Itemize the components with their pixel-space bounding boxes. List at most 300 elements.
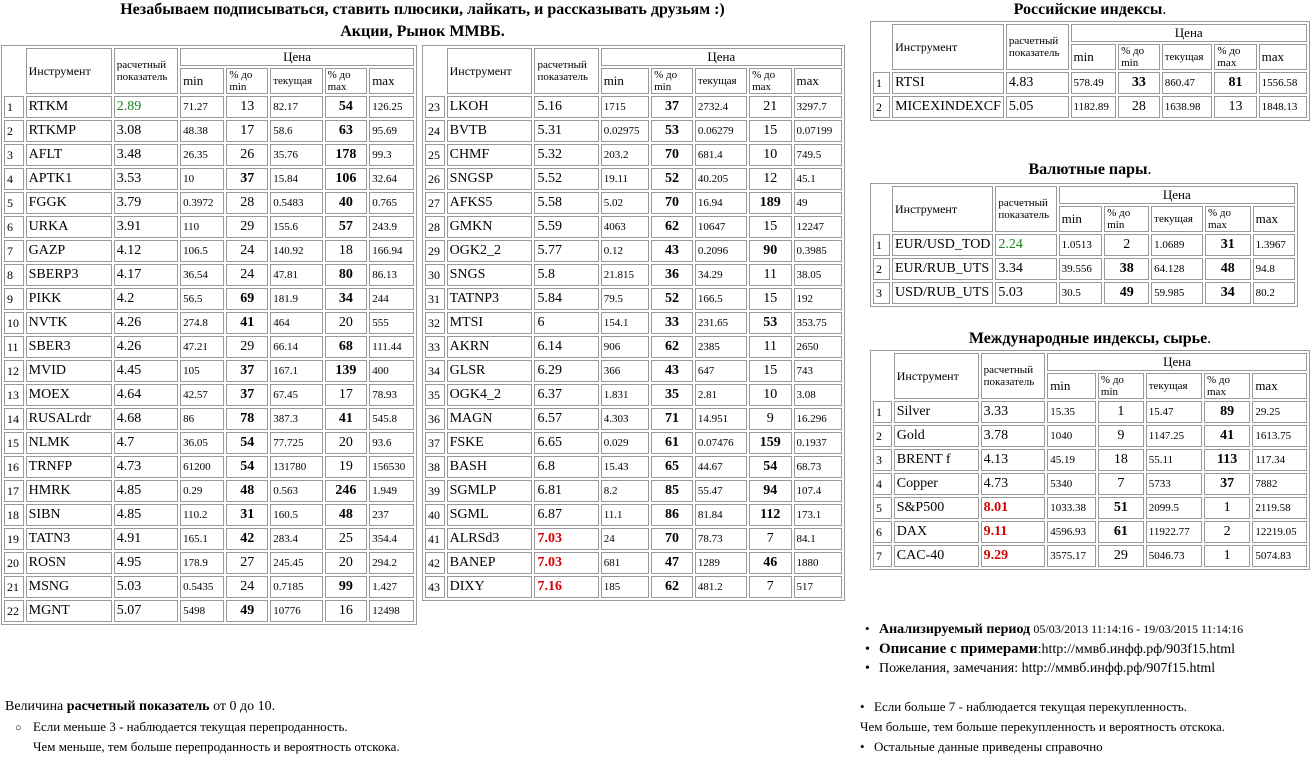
row-number: 3 [873, 449, 892, 471]
min-value: 15.43 [601, 456, 649, 478]
calc-value: 4.73 [114, 456, 178, 478]
instrument-name: NVTK [26, 312, 112, 334]
col-price: Цена [1059, 186, 1295, 204]
calc-value: 2.89 [114, 96, 178, 118]
table-row [425, 432, 842, 454]
instrument-name: SBERP3 [26, 264, 112, 286]
pct-to-min: 53 [651, 120, 693, 142]
current-value: 231.65 [695, 312, 747, 334]
note-overbought: • Если больше 7 - наблюдается текущая перекупленность. [860, 699, 1187, 715]
row-number: 21 [4, 576, 24, 598]
pct-to-min: 43 [651, 360, 693, 382]
pct-to-min: 49 [226, 600, 268, 622]
col-price: Цена [1047, 353, 1307, 371]
min-value: 0.3972 [180, 192, 224, 214]
pct-to-min: 52 [651, 288, 693, 310]
pct-to-min: 24 [226, 576, 268, 598]
instrument-name: FGGK [26, 192, 112, 214]
calc-value: 5.77 [534, 240, 598, 262]
table-row [425, 456, 842, 478]
calc-value: 5.07 [114, 600, 178, 622]
table-row [873, 545, 1307, 567]
row-number: 25 [425, 144, 445, 166]
min-value: 5498 [180, 600, 224, 622]
note-reference: • Остальные данные приведены справочно [860, 739, 1103, 755]
current-value: 166.5 [695, 288, 747, 310]
instrument-name: DIXY [447, 576, 533, 598]
max-value: 400 [369, 360, 414, 382]
pct-to-max: 37 [1204, 473, 1250, 495]
max-value: 3.08 [794, 384, 843, 406]
current-value: 160.5 [270, 504, 322, 526]
pct-to-max: 19 [325, 456, 368, 478]
min-value: 1040 [1047, 425, 1096, 447]
table-row [425, 504, 842, 526]
max-value: 0.3985 [794, 240, 843, 262]
max-value: 95.69 [369, 120, 414, 142]
row-number: 2 [873, 425, 892, 447]
table-row [425, 168, 842, 190]
min-value: 105 [180, 360, 224, 382]
current-value: 0.07476 [695, 432, 747, 454]
pct-to-max: 48 [1205, 258, 1251, 280]
max-value: 5074.83 [1252, 545, 1307, 567]
max-value: 12219.05 [1252, 521, 1307, 543]
col-pct-min: % до min [651, 68, 693, 94]
instrument-name: S&P500 [894, 497, 979, 519]
instrument-name: SIBN [26, 504, 112, 526]
current-value: 481.2 [695, 576, 747, 598]
current-value: 181.9 [270, 288, 322, 310]
max-value: 12498 [369, 600, 414, 622]
pct-to-max: 10 [749, 384, 791, 406]
instrument-name: CAC-40 [894, 545, 979, 567]
current-value: 0.7185 [270, 576, 322, 598]
pct-to-max: 99 [325, 576, 368, 598]
calc-value: 6.37 [534, 384, 598, 406]
instrument-name: RUSALrdr [26, 408, 112, 430]
max-value: 166.94 [369, 240, 414, 262]
min-value: 1.831 [601, 384, 649, 406]
row-number: 3 [873, 282, 890, 304]
section-title-stocks: Акции, Рынок ММВБ. [340, 23, 505, 40]
pct-to-min: 47 [651, 552, 693, 574]
row-number: 11 [4, 336, 24, 358]
max-value: 1556.58 [1259, 72, 1307, 94]
pct-to-min: 27 [226, 552, 268, 574]
calc-value: 5.8 [534, 264, 598, 286]
table-row [4, 600, 414, 622]
min-value: 110.2 [180, 504, 224, 526]
instrument-name: SGMLP [447, 480, 533, 502]
info-wishes: • Пожелания, замечания: http://ммвб.инфф.рф/907f15.html [865, 661, 1215, 677]
pct-to-max: 20 [325, 552, 368, 574]
pct-to-max: 139 [325, 360, 368, 382]
col-pct-min: % до min [1104, 206, 1149, 232]
min-value: 4.303 [601, 408, 649, 430]
row-number: 30 [425, 264, 445, 286]
col-min: min [180, 68, 224, 94]
pct-to-min: 7 [1098, 473, 1144, 495]
pct-to-max: 90 [749, 240, 791, 262]
calc-value: 5.03 [995, 282, 1056, 304]
row-number: 31 [425, 288, 445, 310]
calc-value: 4.83 [1006, 72, 1069, 94]
max-value: 0.07199 [794, 120, 843, 142]
calc-value: 6.57 [534, 408, 598, 430]
min-value: 24 [601, 528, 649, 550]
max-value: 237 [369, 504, 414, 526]
pct-to-min: 54 [226, 456, 268, 478]
max-value: 111.44 [369, 336, 414, 358]
col-pct-max: % до max [325, 68, 368, 94]
instrument-name: AFLT [26, 144, 112, 166]
note-overbought-detail: Чем больше, тем больше перекупленность и вероятность отскока. [860, 719, 1225, 734]
pct-to-max: 16 [325, 600, 368, 622]
pct-to-max: 10 [749, 144, 791, 166]
pct-to-min: 51 [1098, 497, 1144, 519]
table-row [4, 168, 414, 190]
max-value: 86.13 [369, 264, 414, 286]
min-value: 26.35 [180, 144, 224, 166]
instrument-name: LKOH [447, 96, 533, 118]
col-max: max [1252, 373, 1307, 399]
pct-to-max: 81 [1214, 72, 1256, 94]
min-value: 0.02975 [601, 120, 649, 142]
instrument-name: TRNFP [26, 456, 112, 478]
current-value: 5733 [1146, 473, 1202, 495]
calc-value: 4.73 [981, 473, 1046, 495]
instrument-name: URKA [26, 216, 112, 238]
calc-value: 5.59 [534, 216, 598, 238]
max-value: 16.296 [794, 408, 843, 430]
instrument-name: AKRN [447, 336, 533, 358]
min-value: 0.29 [180, 480, 224, 502]
min-value: 56.5 [180, 288, 224, 310]
row-number: 9 [4, 288, 24, 310]
calc-value: 4.13 [981, 449, 1046, 471]
min-value: 185 [601, 576, 649, 598]
calc-value: 5.58 [534, 192, 598, 214]
current-value: 59.985 [1151, 282, 1203, 304]
row-number: 24 [425, 120, 445, 142]
table-row [873, 425, 1307, 447]
table-row [4, 192, 414, 214]
calc-value: 3.79 [114, 192, 178, 214]
instrument-name: GAZP [26, 240, 112, 262]
pct-to-min: 54 [226, 432, 268, 454]
max-value: 0.1937 [794, 432, 843, 454]
max-value: 1.949 [369, 480, 414, 502]
row-number: 19 [4, 528, 24, 550]
instrument-name: EUR/USD_TOD [892, 234, 993, 256]
row-number: 5 [4, 192, 24, 214]
pct-to-min: 26 [226, 144, 268, 166]
instrument-name: Copper [894, 473, 979, 495]
pct-to-max: 40 [325, 192, 368, 214]
current-value: 1289 [695, 552, 747, 574]
calc-value: 7.03 [534, 528, 598, 550]
instrument-name: DAX [894, 521, 979, 543]
table-row [4, 480, 414, 502]
page-title: Незабываем подписываться, ставить плюсики, лайкать, и рассказывать друзьям :) [120, 1, 725, 18]
col-min: min [601, 68, 649, 94]
current-value: 10776 [270, 600, 322, 622]
table-row [425, 408, 842, 430]
pct-to-max: 68 [325, 336, 368, 358]
instrument-name: SNGS [447, 264, 533, 286]
pct-to-min: 28 [226, 192, 268, 214]
instrument-name: CHMF [447, 144, 533, 166]
instrument-name: ROSN [26, 552, 112, 574]
pct-to-min: 70 [651, 528, 693, 550]
table-row [425, 192, 842, 214]
min-value: 1.0513 [1059, 234, 1103, 256]
instrument-name: FSKE [447, 432, 533, 454]
row-number: 1 [873, 72, 890, 94]
pct-to-min: 28 [1118, 96, 1160, 118]
row-number: 20 [4, 552, 24, 574]
min-value: 61200 [180, 456, 224, 478]
col-current: текущая [1162, 44, 1213, 70]
pct-to-min: 9 [1098, 425, 1144, 447]
pct-to-min: 65 [651, 456, 693, 478]
max-value: 294.2 [369, 552, 414, 574]
current-value: 131780 [270, 456, 322, 478]
min-value: 154.1 [601, 312, 649, 334]
current-value: 0.2096 [695, 240, 747, 262]
calc-value: 6.87 [534, 504, 598, 526]
calc-value: 6.14 [534, 336, 598, 358]
min-value: 578.49 [1071, 72, 1117, 94]
row-number: 17 [4, 480, 24, 502]
min-value: 36.05 [180, 432, 224, 454]
row-number: 42 [425, 552, 445, 574]
max-value: 1880 [794, 552, 843, 574]
pct-to-max: 189 [749, 192, 791, 214]
pct-to-max: 89 [1204, 401, 1250, 423]
instrument-name: PIKK [26, 288, 112, 310]
row-number: 38 [425, 456, 445, 478]
current-value: 140.92 [270, 240, 322, 262]
calc-value: 4.2 [114, 288, 178, 310]
row-number: 6 [873, 521, 892, 543]
col-current: текущая [270, 68, 322, 94]
max-value: 1848.13 [1259, 96, 1307, 118]
table-row [425, 384, 842, 406]
max-value: 29.25 [1252, 401, 1307, 423]
pct-to-min: 2 [1104, 234, 1149, 256]
min-value: 8.2 [601, 480, 649, 502]
max-value: 1.3967 [1253, 234, 1295, 256]
row-number: 26 [425, 168, 445, 190]
instrument-name: MAGN [447, 408, 533, 430]
max-value: 45.1 [794, 168, 843, 190]
instrument-name: NLMK [26, 432, 112, 454]
instrument-name: TATNP3 [447, 288, 533, 310]
max-value: 93.6 [369, 432, 414, 454]
row-number: 1 [873, 401, 892, 423]
calc-value: 6.81 [534, 480, 598, 502]
col-max: max [794, 68, 843, 94]
calc-value: 5.03 [114, 576, 178, 598]
table-row [425, 576, 842, 598]
instrument-name: SGML [447, 504, 533, 526]
table-row [425, 120, 842, 142]
instrument-name: HMRK [26, 480, 112, 502]
info-period: • Анализируемый период 05/03/2013 11:14:16 - 19/03/2015 11:14:16 [865, 621, 1243, 638]
current-value: 66.14 [270, 336, 322, 358]
col-min: min [1047, 373, 1096, 399]
max-value: 78.93 [369, 384, 414, 406]
instrument-name: BRENT f [894, 449, 979, 471]
pct-to-min: 49 [1104, 282, 1149, 304]
row-number: 14 [4, 408, 24, 430]
instrument-name: MOEX [26, 384, 112, 406]
current-value: 245.45 [270, 552, 322, 574]
col-calc: расчетный показатель [995, 186, 1056, 232]
min-value: 1033.38 [1047, 497, 1096, 519]
current-value: 14.951 [695, 408, 747, 430]
current-value: 860.47 [1162, 72, 1213, 94]
pct-to-max: 48 [325, 504, 368, 526]
table-row [425, 336, 842, 358]
instrument-name: APTK1 [26, 168, 112, 190]
current-value: 77.725 [270, 432, 322, 454]
table-row [4, 432, 414, 454]
pct-to-max: 20 [325, 312, 368, 334]
calc-value: 3.34 [995, 258, 1056, 280]
pct-to-max: 9 [749, 408, 791, 430]
min-value: 71.27 [180, 96, 224, 118]
pct-to-max: 80 [325, 264, 368, 286]
calc-value: 5.32 [534, 144, 598, 166]
col-pct-min: % до min [1118, 44, 1160, 70]
row-number: 7 [873, 545, 892, 567]
row-number: 40 [425, 504, 445, 526]
col-price: Цена [1071, 24, 1308, 42]
col-current: текущая [1146, 373, 1202, 399]
min-value: 42.57 [180, 384, 224, 406]
pct-to-min: 13 [226, 96, 268, 118]
pct-to-max: 106 [325, 168, 368, 190]
pct-to-max: 246 [325, 480, 368, 502]
row-number: 3 [4, 144, 24, 166]
table-row [873, 234, 1295, 256]
calc-value: 8.01 [981, 497, 1046, 519]
pct-to-max: 41 [1204, 425, 1250, 447]
current-value: 67.45 [270, 384, 322, 406]
table-row [4, 144, 414, 166]
table-row [4, 456, 414, 478]
current-value: 64.128 [1151, 258, 1203, 280]
min-value: 110 [180, 216, 224, 238]
table-row [873, 473, 1307, 495]
pct-to-min: 1 [1098, 401, 1144, 423]
current-value: 55.47 [695, 480, 747, 502]
col-min: min [1071, 44, 1117, 70]
calc-value: 4.68 [114, 408, 178, 430]
row-number: 36 [425, 408, 445, 430]
row-number: 15 [4, 432, 24, 454]
min-value: 274.8 [180, 312, 224, 334]
min-value: 0.029 [601, 432, 649, 454]
table-row [4, 120, 414, 142]
calc-value: 4.95 [114, 552, 178, 574]
pct-to-max: 18 [325, 240, 368, 262]
russian-indices-table [870, 21, 1310, 121]
max-value: 353.75 [794, 312, 843, 334]
instrument-name: MSNG [26, 576, 112, 598]
table-row [425, 264, 842, 286]
max-value: 545.8 [369, 408, 414, 430]
table-row [4, 336, 414, 358]
min-value: 36.54 [180, 264, 224, 286]
current-value: 15.84 [270, 168, 322, 190]
pct-to-min: 17 [226, 120, 268, 142]
row-number: 8 [4, 264, 24, 286]
row-number: 27 [425, 192, 445, 214]
pct-to-max: 113 [1204, 449, 1250, 471]
pct-to-max: 13 [1214, 96, 1256, 118]
max-value: 99.3 [369, 144, 414, 166]
pct-to-max: 7 [749, 576, 791, 598]
calc-value: 7.03 [534, 552, 598, 574]
pct-to-max: 21 [749, 96, 791, 118]
current-value: 5046.73 [1146, 545, 1202, 567]
pct-to-max: 15 [749, 216, 791, 238]
section-title-intl: Международные индексы, сырье. [968, 330, 1212, 347]
max-value: 2650 [794, 336, 843, 358]
instrument-name: SBER3 [26, 336, 112, 358]
current-value: 0.06279 [695, 120, 747, 142]
instrument-name: TATN3 [26, 528, 112, 550]
col-instrument: Инструмент [892, 24, 1004, 70]
calc-value: 4.12 [114, 240, 178, 262]
table-row [4, 240, 414, 262]
min-value: 15.35 [1047, 401, 1096, 423]
row-number: 16 [4, 456, 24, 478]
pct-to-min: 29 [226, 336, 268, 358]
calc-value: 6.8 [534, 456, 598, 478]
calc-value: 4.91 [114, 528, 178, 550]
table-row [425, 144, 842, 166]
current-value: 58.6 [270, 120, 322, 142]
row-number: 32 [425, 312, 445, 334]
pct-to-min: 37 [226, 168, 268, 190]
pct-to-min: 85 [651, 480, 693, 502]
table-row [425, 240, 842, 262]
calc-value: 3.08 [114, 120, 178, 142]
pct-to-min: 61 [1098, 521, 1144, 543]
max-value: 192 [794, 288, 843, 310]
current-value: 1638.98 [1162, 96, 1213, 118]
calc-value: 4.7 [114, 432, 178, 454]
col-pct-min: % до min [226, 68, 268, 94]
currency-pairs-table [870, 183, 1298, 307]
instrument-name: Gold [894, 425, 979, 447]
table-row [873, 258, 1295, 280]
current-value: 2.81 [695, 384, 747, 406]
row-number: 23 [425, 96, 445, 118]
pct-to-min: 29 [1098, 545, 1144, 567]
max-value: 12247 [794, 216, 843, 238]
note-oversold: ○ Если меньше 3 - наблюдается текущая перепроданность. [15, 719, 348, 735]
current-value: 2385 [695, 336, 747, 358]
pct-to-min: 24 [226, 240, 268, 262]
pct-to-min: 69 [226, 288, 268, 310]
current-value: 44.67 [695, 456, 747, 478]
